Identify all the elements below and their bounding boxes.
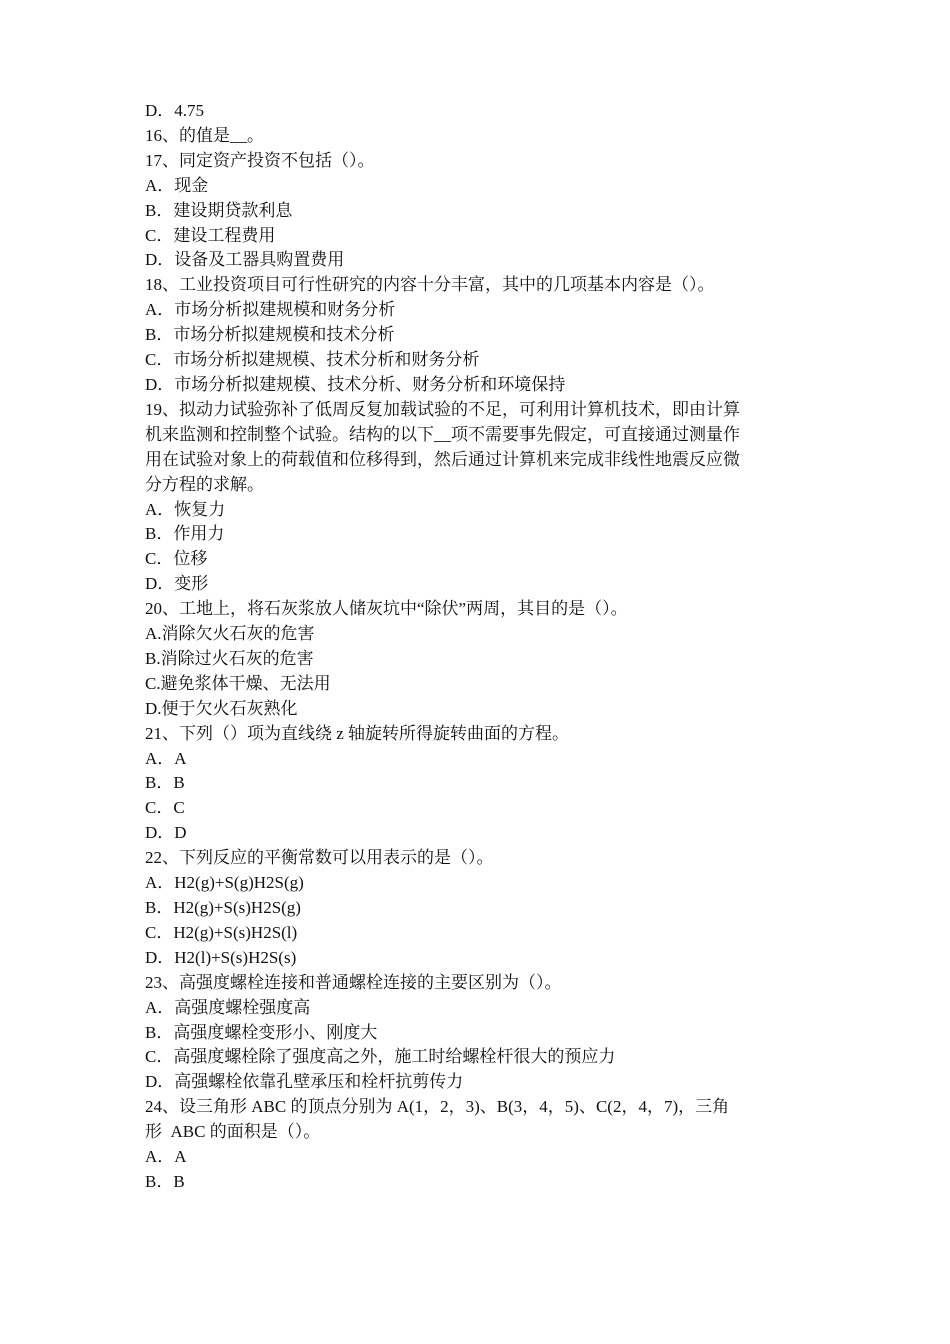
option-a-q22: A．H2(g)+S(g)H2S(g) — [145, 873, 304, 893]
option-a-q20: A.消除欠火石灰的危害 — [145, 624, 315, 644]
question-19-line-1: 19、拟动力试验弥补了低周反复加载试验的不足，可利用计算机技术，即由计算 — [145, 399, 740, 419]
option-b-q21: B．B — [145, 773, 185, 793]
option-c-q19: C．位移 — [145, 549, 208, 569]
option-d-q15: D．4.75 — [145, 101, 205, 120]
question-24-line-2: 形 ABC 的面积是（）。 — [145, 1122, 321, 1142]
question-19-line-3: 用在试验对象上的荷载值和位移得到，然后通过计算机来完成非线性地震反应微 — [145, 449, 740, 469]
option-b-q23: B．高强度螺栓变形小、刚度大 — [145, 1022, 378, 1042]
option-d-q17: D．设备及工器具购置费用 — [145, 250, 345, 270]
option-d-q22: D．H2(l)+S(s)H2S(s) — [145, 947, 297, 967]
option-a-q19: A．恢复力 — [145, 499, 226, 519]
option-b-q17: B．建设期贷款利息 — [145, 200, 293, 220]
option-c-q21: C．C — [145, 798, 185, 818]
question-17: 17、同定资产投资不包括（）。 — [145, 150, 375, 170]
option-a-q17: A．现金 — [145, 175, 209, 195]
option-d-q20: D.便于欠火石灰熟化 — [145, 698, 298, 718]
question-20: 20、工地上，将石灰浆放人储灰坑中“除伏”两周，其目的是（）。 — [145, 599, 628, 619]
document-page — [145, 99, 815, 1195]
question-19-line-2: 机来监测和控制整个试验。结构的以下__项不需要事先假定，可直接通过测量作 — [145, 424, 740, 444]
option-c-q22: C．H2(g)+S(s)H2S(l) — [145, 922, 298, 942]
question-24-line-1: 24、设三角形 ABC 的顶点分别为 A(1，2，3)、B(3，4，5)、C(2，4，7)，三角 — [145, 1097, 730, 1117]
option-d-q23: D．高强螺栓依靠孔壁承压和栓杆抗剪传力 — [145, 1072, 464, 1092]
option-c-q18: C．市场分析拟建规模、技术分析和财务分析 — [145, 350, 480, 370]
question-19-line-4: 分方程的求解。 — [145, 474, 264, 494]
option-d-q21: D．D — [145, 823, 187, 843]
option-a-q24: A．A — [145, 1147, 187, 1167]
option-b-q24: B．B — [145, 1171, 185, 1191]
option-b-q18: B．市场分析拟建规模和技术分析 — [145, 325, 395, 345]
question-22: 22、下列反应的平衡常数可以用表示的是（）。 — [145, 848, 494, 868]
option-b-q19: B．作用力 — [145, 524, 225, 544]
question-23: 23、高强度螺栓连接和普通螺栓连接的主要区别为（）。 — [145, 972, 562, 992]
option-d-q18: D．市场分析拟建规模、技术分析、财务分析和环境保持 — [145, 374, 566, 394]
option-a-q21: A．A — [145, 748, 187, 768]
option-c-q23: C．高强度螺栓除了强度高之外，施工时给螺栓杆很大的预应力 — [145, 1047, 616, 1067]
question-18: 18、工业投资项目可行性研究的内容十分丰富，其中的几项基本内容是（）。 — [145, 275, 715, 295]
option-a-q18: A．市场分析拟建规模和财务分析 — [145, 300, 396, 320]
question-16: 16、的值是__。 — [145, 125, 264, 145]
option-c-q17: C．建设工程费用 — [145, 225, 276, 245]
question-21: 21、下列（）项为直线绕 z 轴旋转所得旋转曲面的方程。 — [145, 723, 570, 743]
option-b-q20: B.消除过火石灰的危害 — [145, 648, 314, 668]
option-d-q19: D．变形 — [145, 574, 209, 594]
option-c-q20: C.避免浆体干燥、无法用 — [145, 673, 331, 693]
option-a-q23: A．高强度螺栓强度高 — [145, 997, 311, 1017]
option-b-q22: B．H2(g)+S(s)H2S(g) — [145, 898, 301, 917]
